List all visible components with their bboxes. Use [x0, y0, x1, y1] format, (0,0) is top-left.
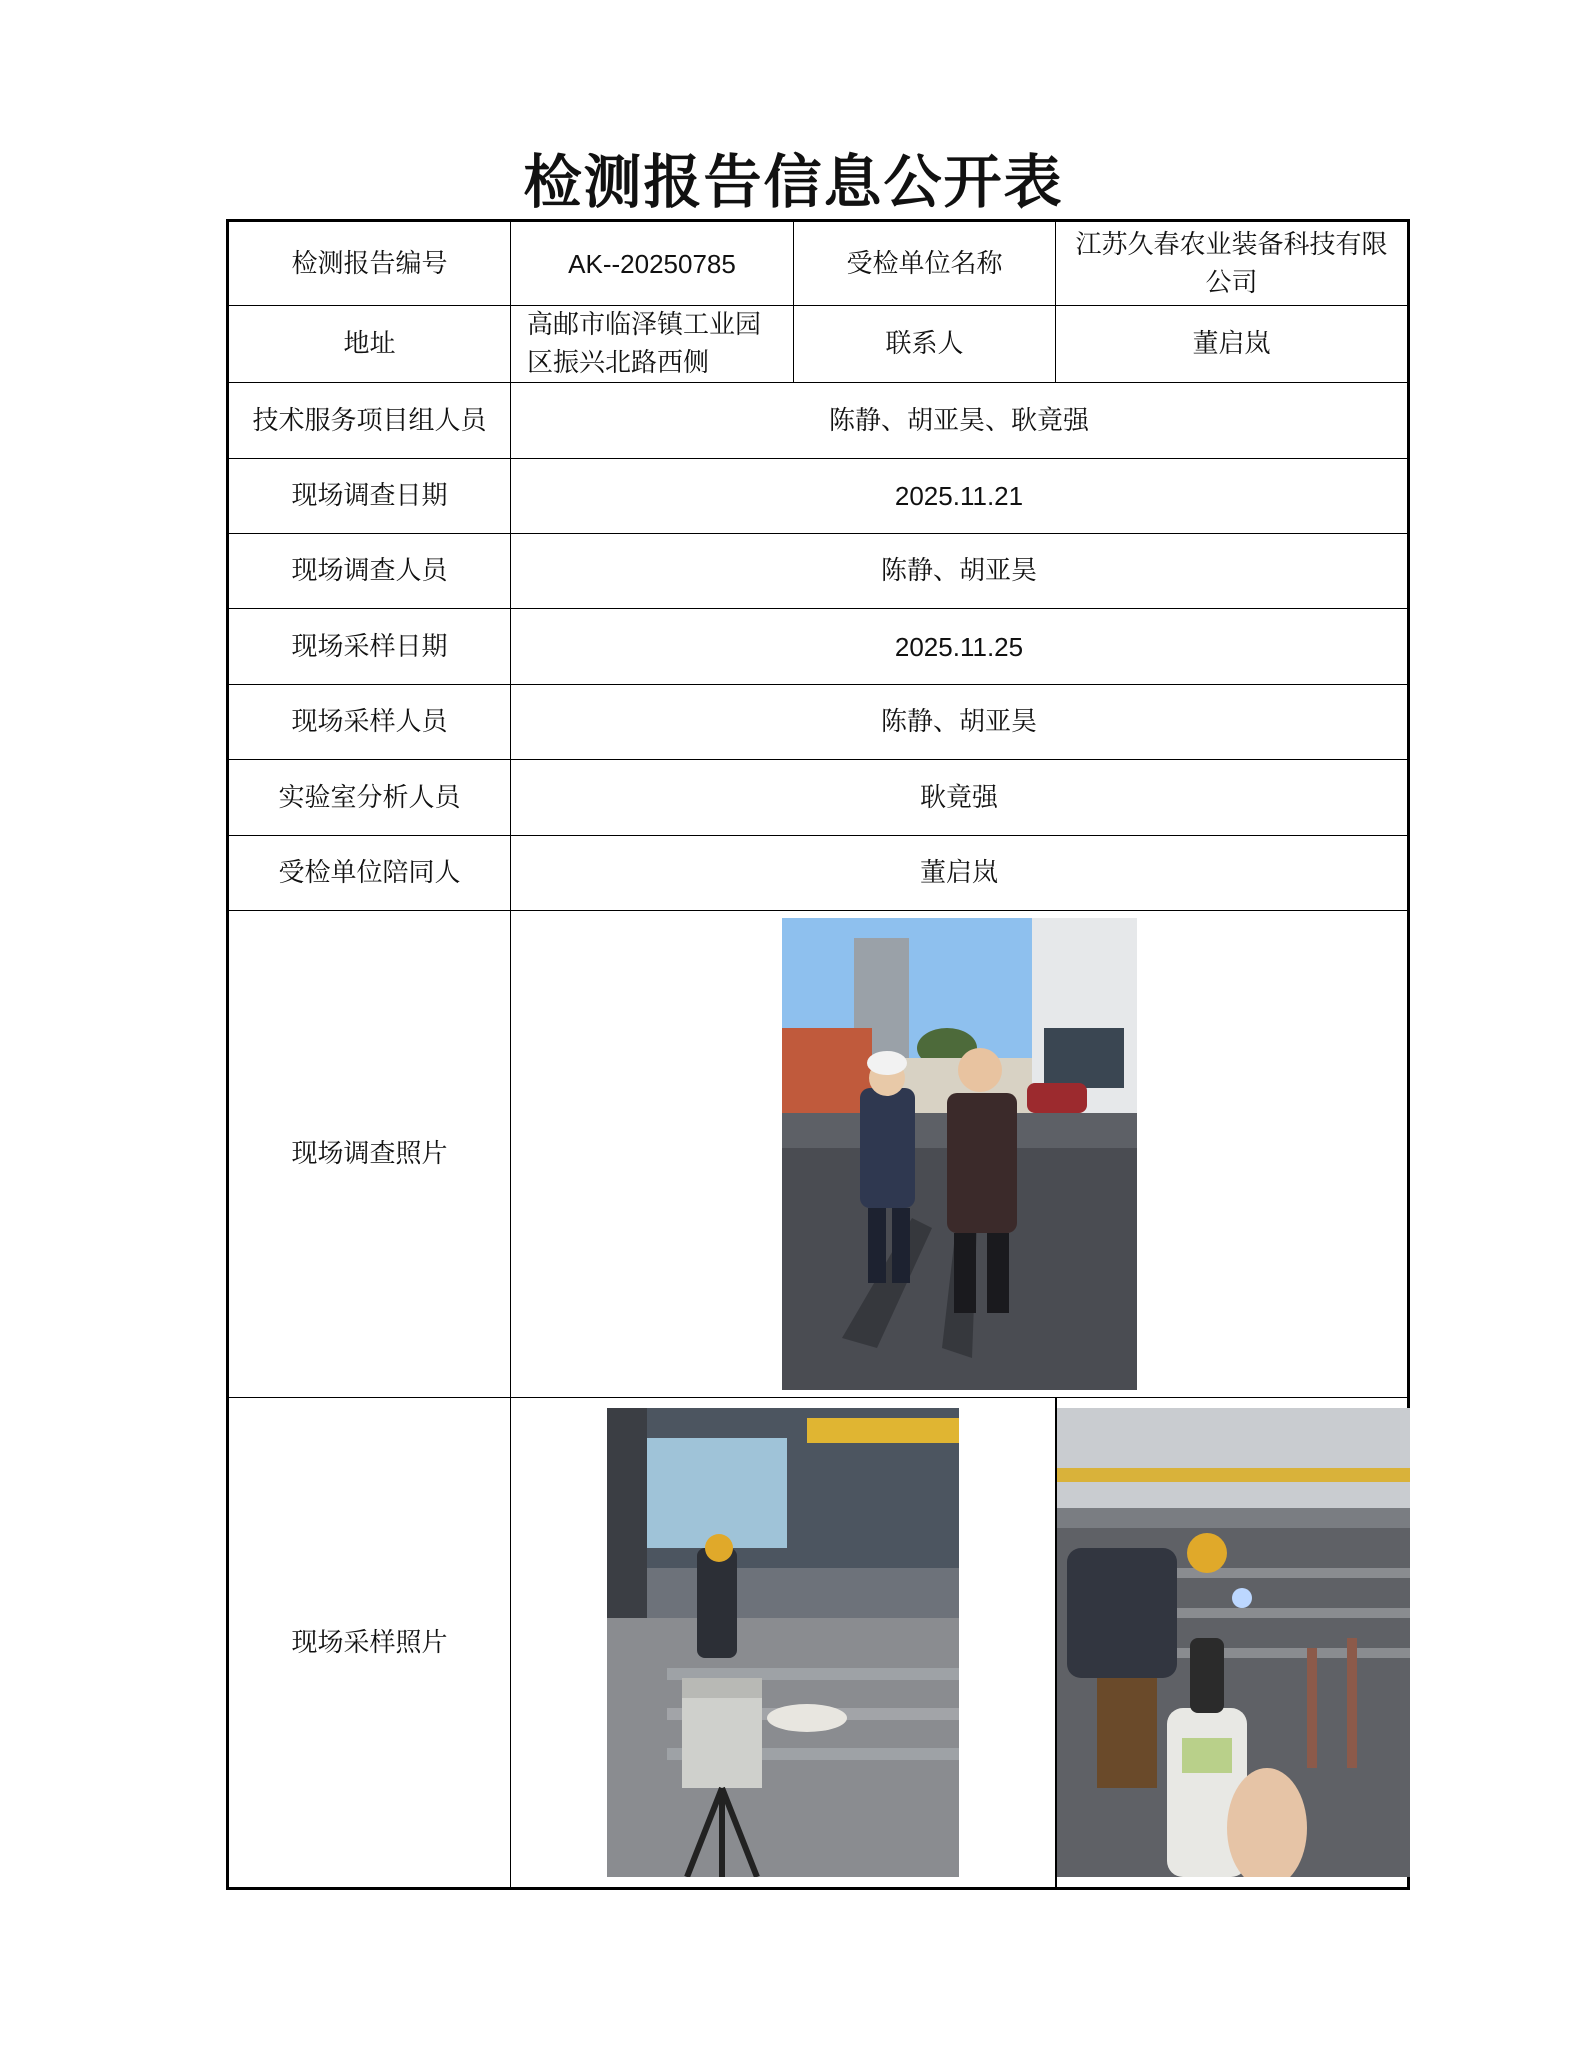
unit-value: 江苏久春农业装备科技有限公司: [1056, 221, 1409, 306]
contact-value: 董启岚: [1056, 306, 1409, 383]
report-no-label: 检测报告编号: [228, 221, 511, 306]
unit-label: 受检单位名称: [794, 221, 1056, 306]
sample-staff-label: 现场采样人员: [228, 685, 511, 760]
team-label: 技术服务项目组人员: [228, 383, 511, 459]
lab-value: 耿竟强: [511, 760, 1409, 836]
contact-label: 联系人: [794, 306, 1056, 383]
page-title: 检测报告信息公开表: [523, 148, 1064, 216]
team-value: 陈静、胡亚昊、耿竟强: [511, 383, 1409, 459]
escort-value: 董启岚: [511, 836, 1409, 911]
report-no-value: AK--20250785: [511, 221, 794, 306]
sampling-photo-left: [607, 1408, 959, 1877]
survey-date-value: 2025.11.21: [511, 459, 1409, 534]
sample-date-label: 现场采样日期: [228, 609, 511, 685]
survey-staff-label: 现场调查人员: [228, 534, 511, 609]
sample-staff-value: 陈静、胡亚昊: [511, 685, 1409, 760]
sample-photo-label: 现场采样照片: [228, 1398, 511, 1889]
survey-staff-value: 陈静、胡亚昊: [511, 534, 1409, 609]
sampling-photo-right: [1057, 1408, 1410, 1877]
survey-photo: [782, 918, 1137, 1390]
sample-date-value: 2025.11.25: [511, 609, 1409, 685]
lab-label: 实验室分析人员: [228, 760, 511, 836]
survey-date-label: 现场调查日期: [228, 459, 511, 534]
address-value: 高邮市临泽镇工业园区振兴北路西侧: [511, 306, 794, 383]
survey-photo-label: 现场调查照片: [228, 911, 511, 1398]
address-label: 地址: [228, 306, 511, 383]
escort-label: 受检单位陪同人: [228, 836, 511, 911]
report-table: [226, 219, 1410, 1890]
